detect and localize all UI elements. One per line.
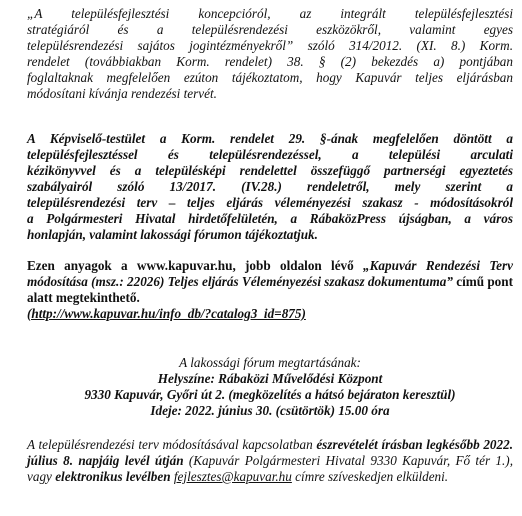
feedback-deadline: észrevételét írásban legkésőbb 2022. július 8. napjáig levél útján bbox=[27, 437, 513, 468]
decision-line: honlapján, valamint lakossági fórumon tájékoztatjuk. bbox=[27, 227, 318, 242]
decision-line: településrendezési terv – teljes eljárás véleményezési szakasz - módosításokról bbox=[27, 195, 513, 210]
decision-line: szabályairól szóló 13/2017. (IV.28.) rendeletről, mely szerint a bbox=[27, 179, 513, 194]
catalog-link[interactable]: (http://www.kapuvar.hu/info_db/?catalog3_id=875) bbox=[27, 306, 306, 321]
documents-link-line bbox=[27, 306, 513, 322]
forum-address: 9330 Kapuvár, Győri út 2. (megközelítés a hátsó bejáraton keresztül) bbox=[84, 387, 456, 402]
intro-line: stratégiáról és a településrendezési eszközökről, valamint egyes bbox=[27, 22, 513, 37]
intro-line: rendelet (továbbiakban Korm. rendelet) 38. § (2) bekezdés a) pontjában bbox=[27, 54, 513, 69]
decision-line: kézikönyvvel és a településképi rendelettel összefüggő partnerségi egyeztetés bbox=[27, 163, 513, 178]
forum-place: Helyszíne: Rábaközi Művelődési Központ bbox=[157, 371, 383, 386]
feedback-text-1: A településrendezési terv módosításával kapcsolatban bbox=[27, 437, 317, 452]
decision-line: A Képviselő-testület a Korm. rendelet 29. §-ának megfelelően döntött a bbox=[27, 131, 513, 146]
decision-line: a Polgármesteri Hivatal hirdetőfelületén, a RábaközPress újságban, a város bbox=[27, 211, 513, 226]
feedback-text-3: címre szíveskedjen elküldeni. bbox=[295, 469, 449, 484]
council-decision-paragraph bbox=[27, 131, 513, 243]
intro-line: foglaltaknak megfelelően ezúton tájékoztatom, hogy Kapuvár teljes eljárásban bbox=[27, 70, 513, 85]
documents-prefix: Ezen anyagok a www.kapuvar.hu, jobb oldalon lévő bbox=[27, 258, 364, 273]
intro-line: módosítani kívánja rendezési tervét. bbox=[27, 86, 217, 101]
feedback-electronic: elektronikus levélben bbox=[55, 469, 171, 484]
intro-line: „A településfejlesztési koncepcióról, az integrált településfejlesztési bbox=[27, 6, 513, 21]
forum-block bbox=[27, 355, 513, 419]
documents-paragraph bbox=[27, 258, 513, 322]
intro-line: településrendezési sajátos jogintézményekről” szóló 314/2012. (XI. 8.) Korm. bbox=[27, 38, 513, 53]
intro-paragraph bbox=[27, 6, 513, 102]
documents-text bbox=[27, 258, 513, 306]
feedback-paragraph bbox=[27, 437, 513, 485]
documents-title: „Kapuvár Rendezési Terv módosítása (msz.: 22026) Teljes eljárás Véleményezési szakasz dokumentuma” bbox=[27, 258, 514, 289]
forum-time: Ideje: 2022. június 30. (csütörtök) 15.00 óra bbox=[150, 403, 390, 418]
email-link[interactable]: fejlesztes@kapuvar.hu bbox=[173, 469, 292, 484]
feedback-text bbox=[27, 437, 513, 485]
feedback-text-2: (Kapuvár Polgármesteri Hivatal 9330 Kapuvár, Fő tér 1.), vagy bbox=[27, 453, 513, 484]
forum-intro: A lakossági fórum megtartásának: bbox=[179, 355, 361, 370]
decision-line: településfejlesztéssel és településrendezéssel, a települési arculati bbox=[27, 147, 513, 162]
documents-suffix: című pont alatt megtekinthető. bbox=[27, 274, 514, 305]
